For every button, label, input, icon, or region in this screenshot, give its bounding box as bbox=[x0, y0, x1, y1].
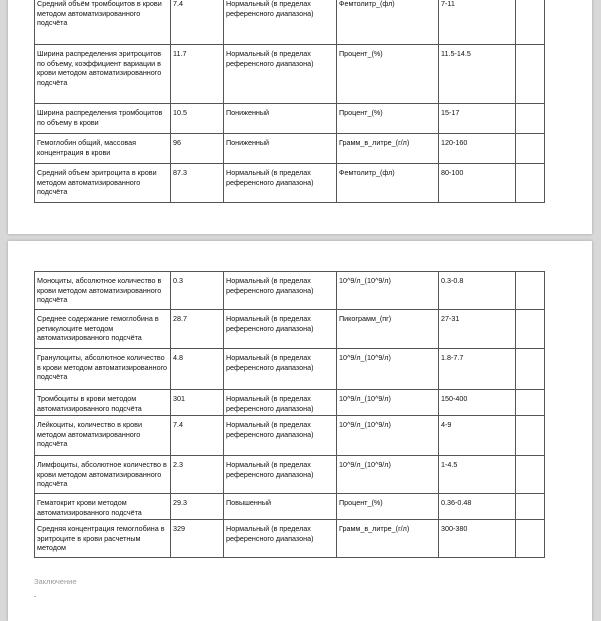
test-name-cell: Средний объем эритроцита в крови методом автоматизированного подсчёта bbox=[35, 164, 171, 203]
unit-cell: 10^9/л_(10^9/л) bbox=[337, 456, 439, 494]
result-value-cell: 11.7 bbox=[171, 45, 224, 104]
reference-range-cell: 300-380 bbox=[439, 520, 516, 558]
test-name-cell: Ширина распределения эритроцитов по объему, коэффициент вариации в крови методом автоматизированного подсчёта bbox=[35, 45, 171, 104]
table-row bbox=[35, 456, 545, 494]
unit-cell: Грамм_в_литре_(г/л) bbox=[337, 134, 439, 164]
test-name-cell: Тромбоциты в крови методом автоматизированного подсчёта bbox=[35, 390, 171, 416]
empty-cell bbox=[516, 164, 545, 203]
result-value-cell: 96 bbox=[171, 134, 224, 164]
conclusion-label: Заключение bbox=[34, 577, 77, 586]
result-value-cell: 301 bbox=[171, 390, 224, 416]
empty-cell bbox=[516, 272, 545, 310]
unit-cell: Фемтолитр_(фл) bbox=[337, 0, 439, 45]
reference-range-cell: 11.5-14.5 bbox=[439, 45, 516, 104]
test-name-cell: Лейкоциты, количество в крови методом автоматизированного подсчёта bbox=[35, 416, 171, 456]
status-cell: Нормальный (в пределах референсного диапазона) bbox=[224, 456, 337, 494]
status-cell: Нормальный (в пределах референсного диапазона) bbox=[224, 349, 337, 390]
empty-cell bbox=[516, 310, 545, 349]
empty-cell bbox=[516, 520, 545, 558]
empty-cell bbox=[516, 45, 545, 104]
unit-cell: Процент_(%) bbox=[337, 104, 439, 134]
reference-range-cell: 150-400 bbox=[439, 390, 516, 416]
status-cell: Нормальный (в пределах референсного диапазона) bbox=[224, 45, 337, 104]
empty-cell bbox=[516, 416, 545, 456]
status-cell: Нормальный (в пределах референсного диапазона) bbox=[224, 0, 337, 45]
test-name-cell: Среднее содержание гемоглобина в ретикулоците методом автоматизированного подсчёта bbox=[35, 310, 171, 349]
unit-cell: 10^9/л_(10^9/л) bbox=[337, 349, 439, 390]
table-row bbox=[35, 520, 545, 558]
reference-range-cell: 15-17 bbox=[439, 104, 516, 134]
empty-cell bbox=[516, 494, 545, 520]
unit-cell: Фемтолитр_(фл) bbox=[337, 164, 439, 203]
empty-cell bbox=[516, 104, 545, 134]
table-row bbox=[35, 164, 545, 203]
reference-range-cell: 0.3-0.8 bbox=[439, 272, 516, 310]
table-row bbox=[35, 45, 545, 104]
unit-cell: 10^9/л_(10^9/л) bbox=[337, 272, 439, 310]
test-name-cell: Моноциты, абсолютное количество в крови методом автоматизированного подсчёта bbox=[35, 272, 171, 310]
conclusion-text: . bbox=[34, 590, 37, 599]
empty-cell bbox=[516, 456, 545, 494]
status-cell: Нормальный (в пределах референсного диапазона) bbox=[224, 416, 337, 456]
reference-range-cell: 27-31 bbox=[439, 310, 516, 349]
unit-cell: 10^9/л_(10^9/л) bbox=[337, 416, 439, 456]
results-table-page-1 bbox=[34, 0, 545, 203]
unit-cell: Процент_(%) bbox=[337, 45, 439, 104]
table-row bbox=[35, 0, 545, 45]
reference-range-cell: 0.36-0.48 bbox=[439, 494, 516, 520]
unit-cell: 10^9/л_(10^9/л) bbox=[337, 390, 439, 416]
empty-cell bbox=[516, 390, 545, 416]
table-row bbox=[35, 349, 545, 390]
test-name-cell: Средняя концентрация гемоглобина в эритроците в крови расчетным методом bbox=[35, 520, 171, 558]
result-value-cell: 329 bbox=[171, 520, 224, 558]
result-value-cell: 7.4 bbox=[171, 0, 224, 45]
result-value-cell: 28.7 bbox=[171, 310, 224, 349]
empty-cell bbox=[516, 134, 545, 164]
unit-cell: Пикограмм_(пг) bbox=[337, 310, 439, 349]
test-name-cell: Гемоглобин общий, массовая концентрация в крови bbox=[35, 134, 171, 164]
empty-cell bbox=[516, 0, 545, 45]
test-name-cell: Ширина распределения тромбоцитов по объему в крови bbox=[35, 104, 171, 134]
results-table-page-2 bbox=[34, 271, 545, 558]
result-value-cell: 0.3 bbox=[171, 272, 224, 310]
document-page-1 bbox=[8, 0, 592, 234]
table-row bbox=[35, 494, 545, 520]
reference-range-cell: 7-11 bbox=[439, 0, 516, 45]
status-cell: Нормальный (в пределах референсного диапазона) bbox=[224, 520, 337, 558]
status-cell: Нормальный (в пределах референсного диапазона) bbox=[224, 310, 337, 349]
reference-range-cell: 120-160 bbox=[439, 134, 516, 164]
document-page-2 bbox=[8, 241, 592, 621]
table-row bbox=[35, 272, 545, 310]
test-name-cell: Средний объём тромбоцитов в крови методом автоматизированного подсчёта bbox=[35, 0, 171, 45]
status-cell: Нормальный (в пределах референсного диапазона) bbox=[224, 272, 337, 310]
table-row bbox=[35, 104, 545, 134]
test-name-cell: Гранулоциты, абсолютное количество в крови методом автоматизированного подсчёта bbox=[35, 349, 171, 390]
reference-range-cell: 4-9 bbox=[439, 416, 516, 456]
reference-range-cell: 1.8-7.7 bbox=[439, 349, 516, 390]
status-cell: Повышенный bbox=[224, 494, 337, 520]
unit-cell: Грамм_в_литре_(г/л) bbox=[337, 520, 439, 558]
status-cell: Нормальный (в пределах референсного диапазона) bbox=[224, 390, 337, 416]
result-value-cell: 4.8 bbox=[171, 349, 224, 390]
test-name-cell: Гематокрит крови методом автоматизированного подсчёта bbox=[35, 494, 171, 520]
table-row bbox=[35, 134, 545, 164]
status-cell: Пониженный bbox=[224, 104, 337, 134]
table-row bbox=[35, 390, 545, 416]
result-value-cell: 10.5 bbox=[171, 104, 224, 134]
table-row bbox=[35, 416, 545, 456]
reference-range-cell: 80-100 bbox=[439, 164, 516, 203]
unit-cell: Процент_(%) bbox=[337, 494, 439, 520]
test-name-cell: Лимфоциты, абсолютное количество в крови методом автоматизированного подсчёта bbox=[35, 456, 171, 494]
result-value-cell: 29.3 bbox=[171, 494, 224, 520]
status-cell: Нормальный (в пределах референсного диапазона) bbox=[224, 164, 337, 203]
table-row bbox=[35, 310, 545, 349]
result-value-cell: 2.3 bbox=[171, 456, 224, 494]
empty-cell bbox=[516, 349, 545, 390]
reference-range-cell: 1-4.5 bbox=[439, 456, 516, 494]
result-value-cell: 87.3 bbox=[171, 164, 224, 203]
status-cell: Пониженный bbox=[224, 134, 337, 164]
result-value-cell: 7.4 bbox=[171, 416, 224, 456]
